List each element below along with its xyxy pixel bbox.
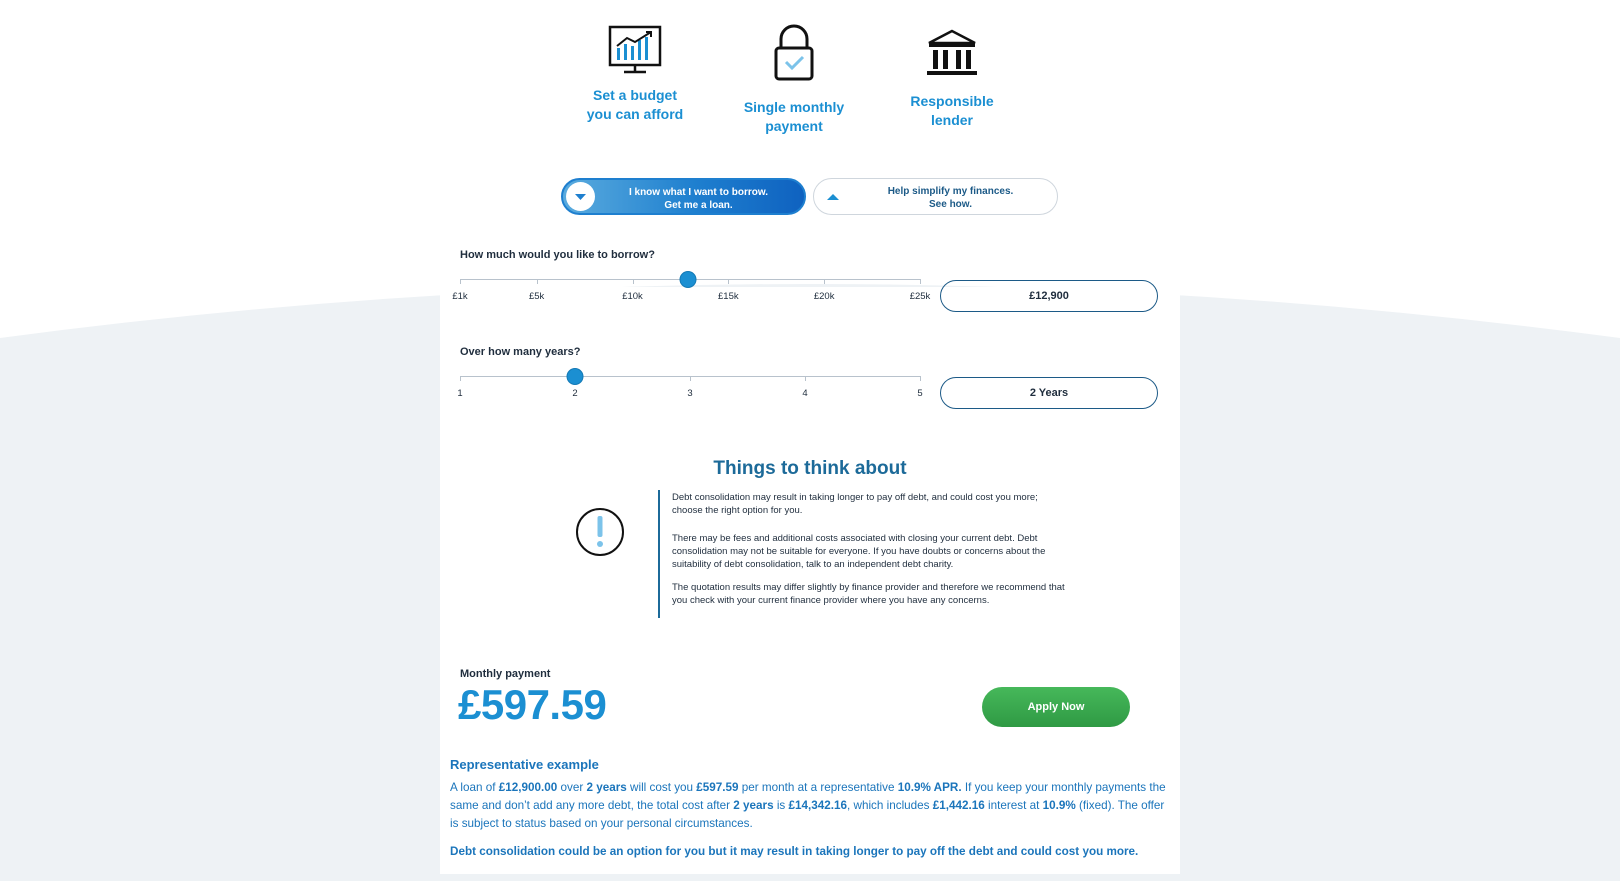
slider-tick-label: 1 [457,388,463,399]
slider-tick [633,279,634,284]
rep-term: 2 years [733,799,774,812]
exclamation-circle-icon [575,507,625,557]
think-note: There may be fees and additional costs associated with closing your current debt. Debt consolidation may not be suitable for everyone. If you have doubts or concerns about the suitability of debt consolidation, talk to an independent debt charity. [672,533,1046,570]
slider-tick [805,376,806,381]
think-note: The quotation results may differ slightly by finance provider and therefore we recommend that you check with your current finance provider where you have any concerns. [672,582,1065,606]
amount-value-field[interactable]: £12,900 [940,280,1158,312]
slider-tick-label: £25k [909,291,931,302]
rep-text-part: will cost you [626,781,697,794]
feature-payment [714,24,874,136]
simplify-toggle-button[interactable] [813,178,1058,215]
rep-text-part: per month at a representative [738,781,898,794]
slider-tick-label: 2 [572,388,578,399]
slider-tick [537,279,538,284]
rep-interest: £1,442.16 [932,799,985,812]
rep-monthly: £597.59 [696,781,739,794]
rep-term: 2 years [586,781,627,794]
apply-now-button[interactable]: Apply Now [982,687,1130,727]
slider-tick [460,279,461,284]
slider-tick-label: 3 [687,388,693,399]
slider-tick [920,279,921,284]
amount-slider[interactable] [452,270,931,310]
simplify-toggle-label: Help simplify my finances. See how. [887,186,1014,210]
monthly-payment-value: £597.59 [458,681,607,728]
monthly-payment-label: Monthly payment [460,668,551,680]
years-slider[interactable] [457,367,923,407]
rep-loan-amount: £12,900.00 [498,781,558,794]
slider-tick [824,279,825,284]
feature-lender [872,28,1032,130]
slider-tick [920,376,921,381]
years-question: Over how many years? [460,346,581,358]
feature-budget [555,24,715,124]
slider-tick-label: £1k [452,291,468,302]
think-notes [658,490,1068,618]
slider-tick-label: £10k [622,291,643,302]
slider-tick-label: £20k [813,291,835,302]
feature-label: Single monthly payment [743,99,845,134]
slider-tick [460,376,461,381]
bank-building-icon [925,28,979,78]
rep-rate: 10.9% [1042,799,1076,812]
think-title: Things to think about [713,458,907,479]
feature-label: Set a budget you can afford [586,87,684,122]
rep-text-part: over [557,781,587,794]
toggle-circle [566,182,595,211]
think-note: Debt consolidation may result in taking longer to pay off debt, and could cost you more; choose the right option for you. [672,492,1038,516]
monitor-chart-icon [607,24,663,76]
slider-tick [690,376,691,381]
rep-apr: 10.9% APR. [897,781,962,794]
feature-label: Responsible lender [910,93,994,128]
rep-total: £14,342.16 [788,799,848,812]
slider-thumb[interactable] [568,369,583,384]
padlock-check-icon [772,24,816,82]
borrow-toggle-button[interactable] [561,178,806,215]
representative-text [450,779,1175,833]
debt-disclaimer: Debt consolidation could be an option for you but it may result in taking longer to pay off the debt and could cost you more. [450,845,1139,858]
rep-text-part: , which includes [847,799,933,812]
slider-tick-label: £5k [528,291,545,302]
rep-text-part: interest at [984,799,1043,812]
representative-title: Representative example [450,757,599,772]
slider-tick [728,279,729,284]
amount-question: How much would you like to borrow? [460,249,655,261]
years-value-field[interactable]: 2 Years [940,377,1158,409]
rep-text-part: If you keep your monthly payments the same and don’t add any more debt, the total cost after [450,781,1166,812]
rep-text-part: is [773,799,789,812]
slider-tick-label: 4 [802,388,808,399]
chevron-down-icon [566,182,595,211]
slider-tick-label: £15k [718,291,739,302]
chevron-up-icon [825,191,841,203]
rep-text-part: A loan of [450,781,499,794]
slider-tick-label: 5 [917,388,923,399]
borrow-toggle-label: I know what I want to borrow. Get me a loan. [628,187,769,211]
slider-thumb[interactable] [681,272,696,287]
rep-text-part: (fixed). The offer is subject to status based on your personal circumstances. [450,799,1165,830]
